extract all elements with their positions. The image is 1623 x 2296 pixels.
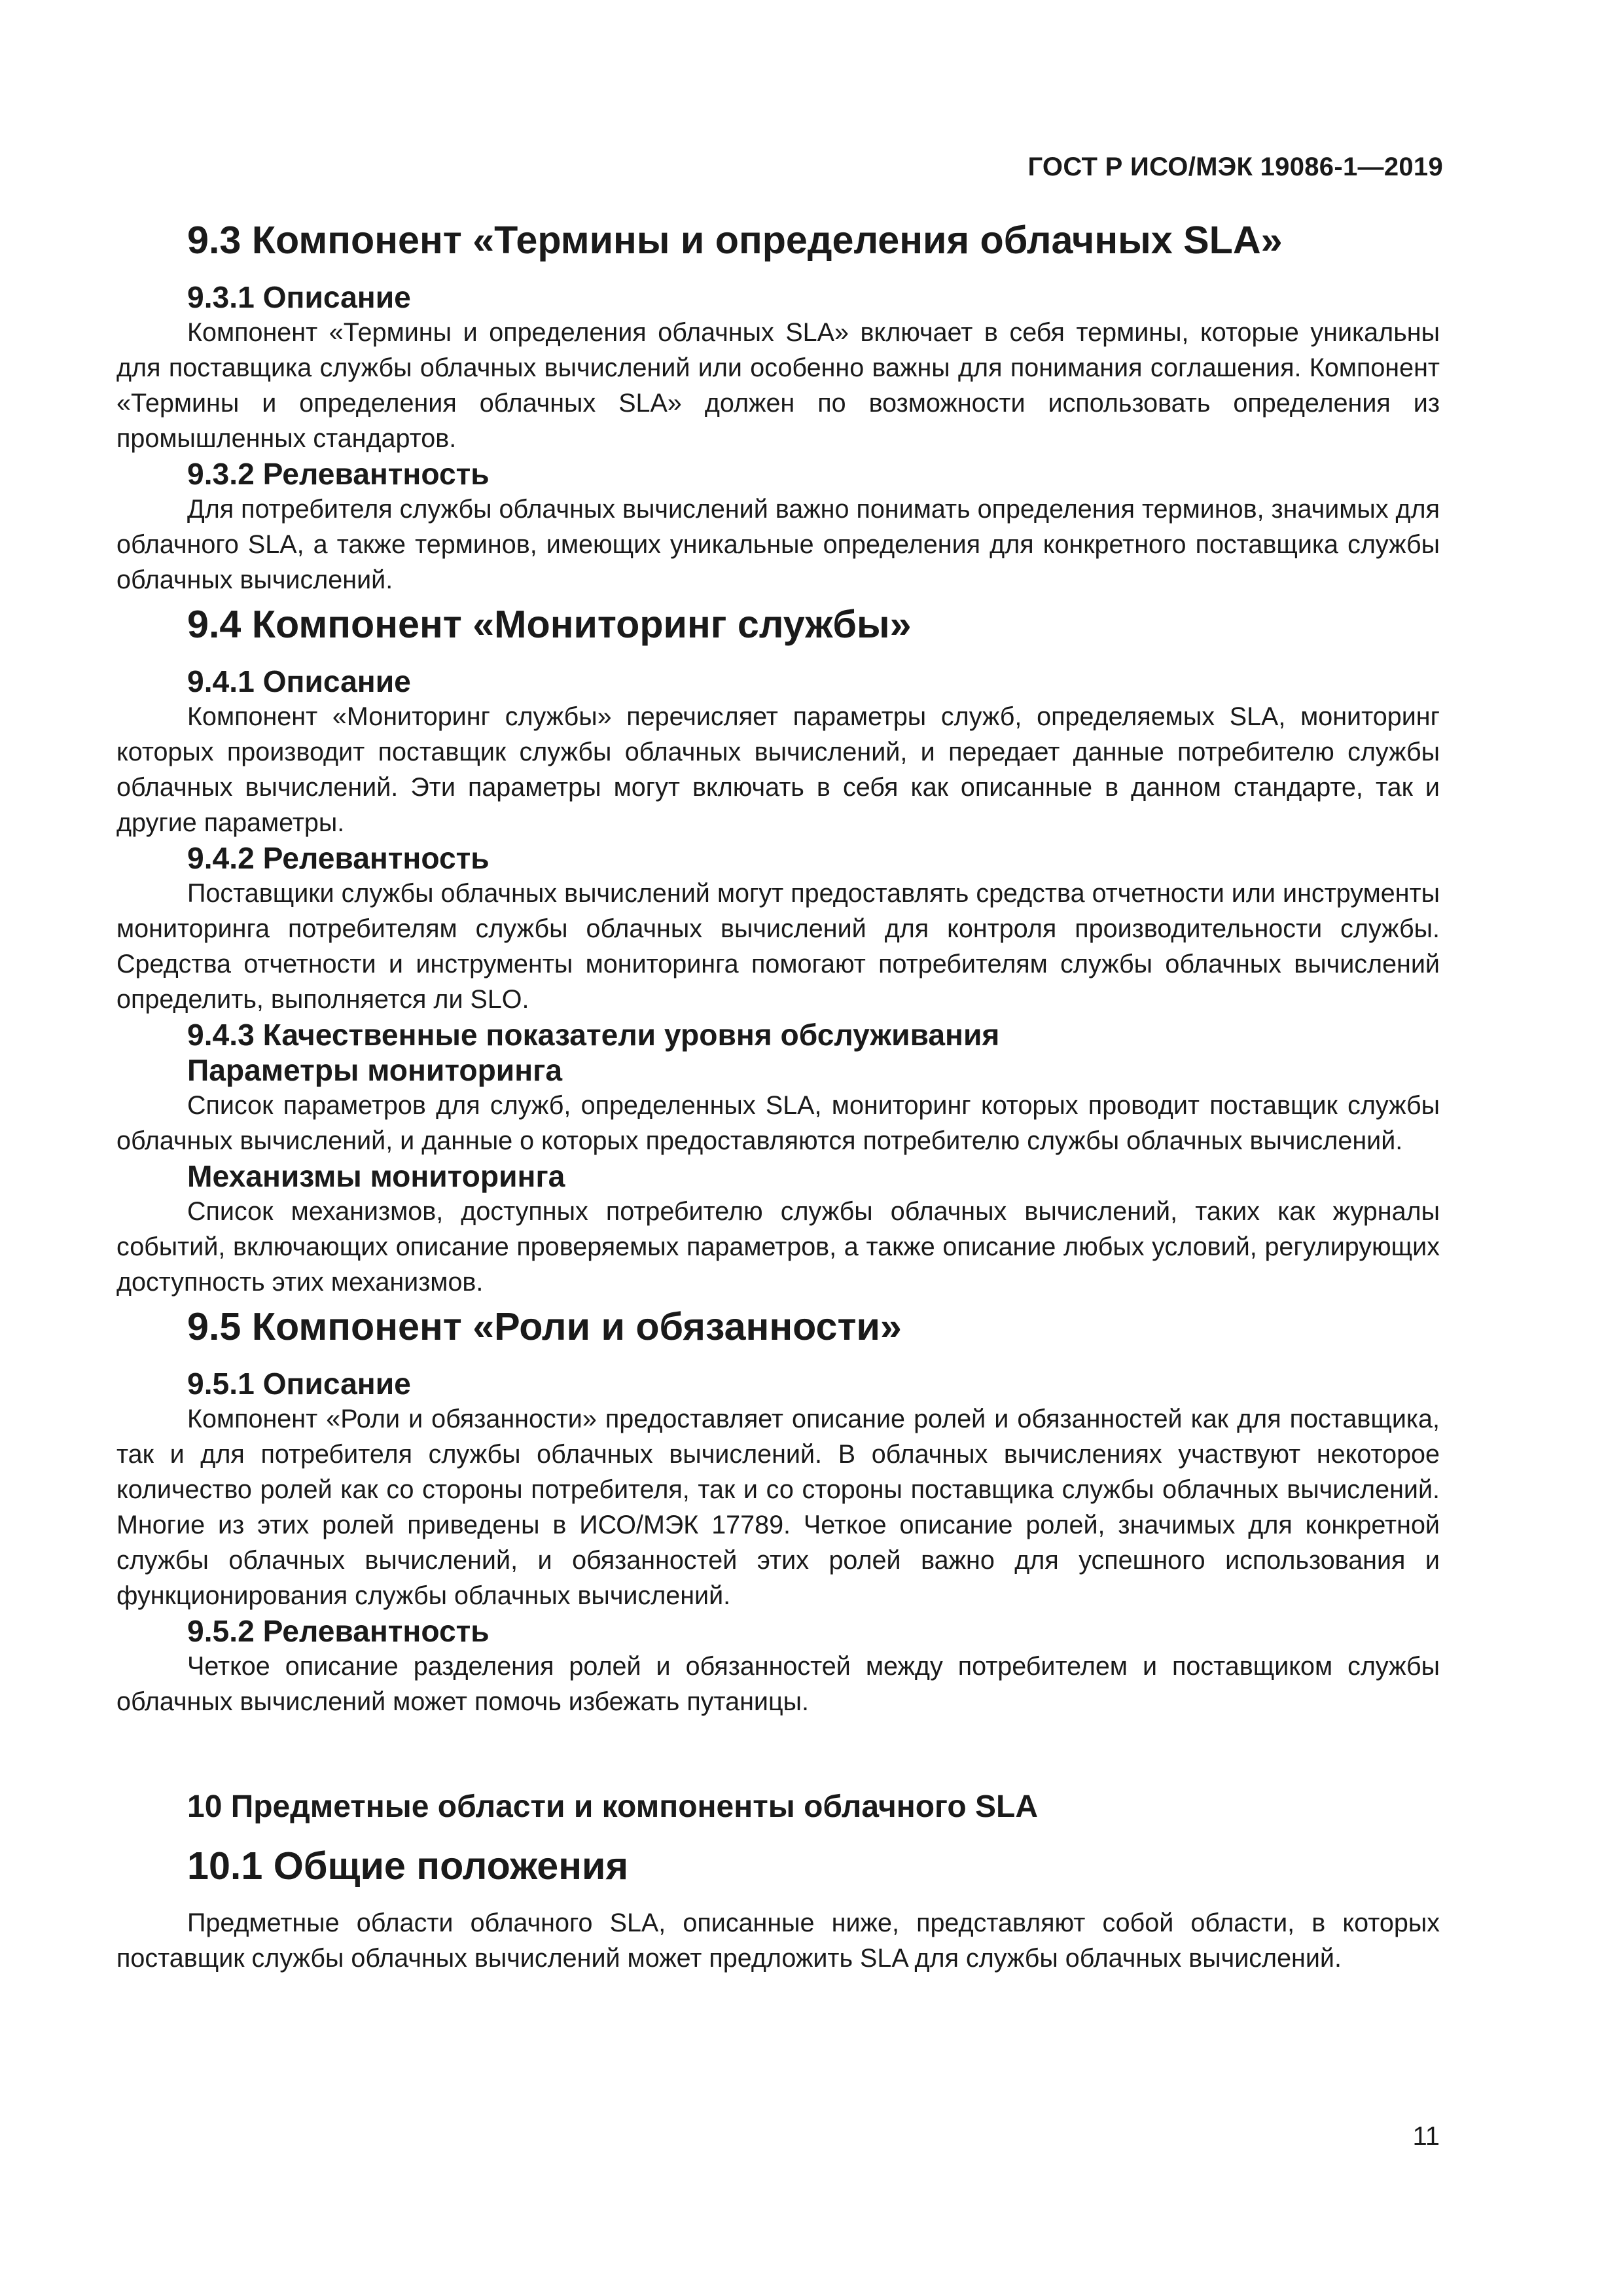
section-9-5-1-heading: 9.5.1 Описание: [187, 1367, 411, 1401]
section-9-5-1-text: Компонент «Роли и обязанности» предоставляет описание ролей и обязанностей как для поставщика, так и для потребителя службы облачных вычислений. В облачных вычислениях участвуют некоторое количество ролей как со стороны потребителя, так и со стороны поставщика службы облачных вычислений. Многие из этих ролей приведены в ИСО/МЭК 17789. Четкое описание ролей, значимых для конкретной службы облачных вычислений, и обязанностей этих ролей важно для успешного использования и функционирования службы облачных вычислений.: [116, 1405, 1440, 1610]
monitoring-parameters-heading: Параметры мониторинга: [187, 1053, 563, 1087]
section-9-4-1-heading: 9.4.1 Описание: [187, 664, 411, 698]
page-number: 11: [1412, 2122, 1440, 2151]
document-body: [116, 218, 1440, 1976]
section-10-1-text: Предметные области облачного SLA, описанные ниже, представляют собой области, в которых поставщик службы облачных вычислений может предложить SLA для службы облачных вычислений.: [116, 1909, 1440, 1973]
section-9-4-2-heading: 9.4.2 Релевантность: [187, 841, 490, 875]
section-9-4-3-heading: 9.4.3 Качественные показатели уровня обслуживания: [187, 1018, 1000, 1052]
section-10-heading: 10 Предметные области и компоненты облачного SLA: [187, 1789, 1039, 1824]
section-9-3-2-heading: 9.3.2 Релевантность: [187, 457, 490, 491]
section-9-3-2-text: Для потребителя службы облачных вычислений важно понимать определения терминов, значимых для облачного SLA, а также терминов, имеющих уникальные определения для конкретного поставщика службы облачных вычислений.: [116, 495, 1440, 594]
monitoring-mechanisms-text: Список механизмов, доступных потребителю службы облачных вычислений, таких как журналы событий, включающих описание проверяемых параметров, а также описание любых условий, регулирующих доступность этих механизмов.: [116, 1197, 1440, 1297]
section-9-3-1-text: Компонент «Термины и определения облачных SLA» включает в себя термины, которые уникальны для поставщика службы облачных вычислений или особенно важны для понимания соглашения. Компонент «Термины и определения облачных SLA» должен по возможности использовать определения из промышленных стандартов.: [116, 318, 1440, 453]
section-10-1-heading: 10.1 Общие положения: [187, 1844, 629, 1888]
section-9-4-heading: 9.4 Компонент «Мониторинг службы»: [187, 602, 912, 646]
section-9-3-heading: 9.3 Компонент «Термины и определения облачных SLA»: [187, 218, 1283, 262]
section-9-5-2-text: Четкое описание разделения ролей и обязанностей между потребителем и поставщиком службы облачных вычислений может помочь избежать путаницы.: [116, 1652, 1440, 1716]
monitoring-parameters-text: Список параметров для служб, определенных SLA, мониторинг которых проводит поставщик службы облачных вычислений, и данные о которых предоставляются потребителю службы облачных вычислений.: [116, 1091, 1440, 1155]
section-9-5-2-heading: 9.5.2 Релевантность: [187, 1614, 490, 1648]
document-id-header: ГОСТ Р ИСО/МЭК 19086-1—2019: [1027, 152, 1443, 181]
section-9-3-1-heading: 9.3.1 Описание: [187, 280, 411, 314]
section-9-5-heading: 9.5 Компонент «Роли и обязанности»: [187, 1304, 902, 1348]
section-9-4-2-text: Поставщики службы облачных вычислений могут предоставлять средства отчетности или инструменты мониторинга потребителям службы облачных вычислений для контроля производительности службы. Средства отчетности и инструменты мониторинга помогают потребителям службы облачных вычислений определить, выполняется ли SLO.: [116, 879, 1440, 1014]
section-9-4-1-text: Компонент «Мониторинг службы» перечисляет параметры служб, определяемых SLA, мониторинг которых производит поставщик службы облачных вычислений, и передает данные потребителю службы облачных вычислений. Эти параметры могут включать в себя как описанные в данном стандарте, так и другие параметры.: [116, 702, 1440, 837]
monitoring-mechanisms-heading: Механизмы мониторинга: [187, 1159, 565, 1193]
